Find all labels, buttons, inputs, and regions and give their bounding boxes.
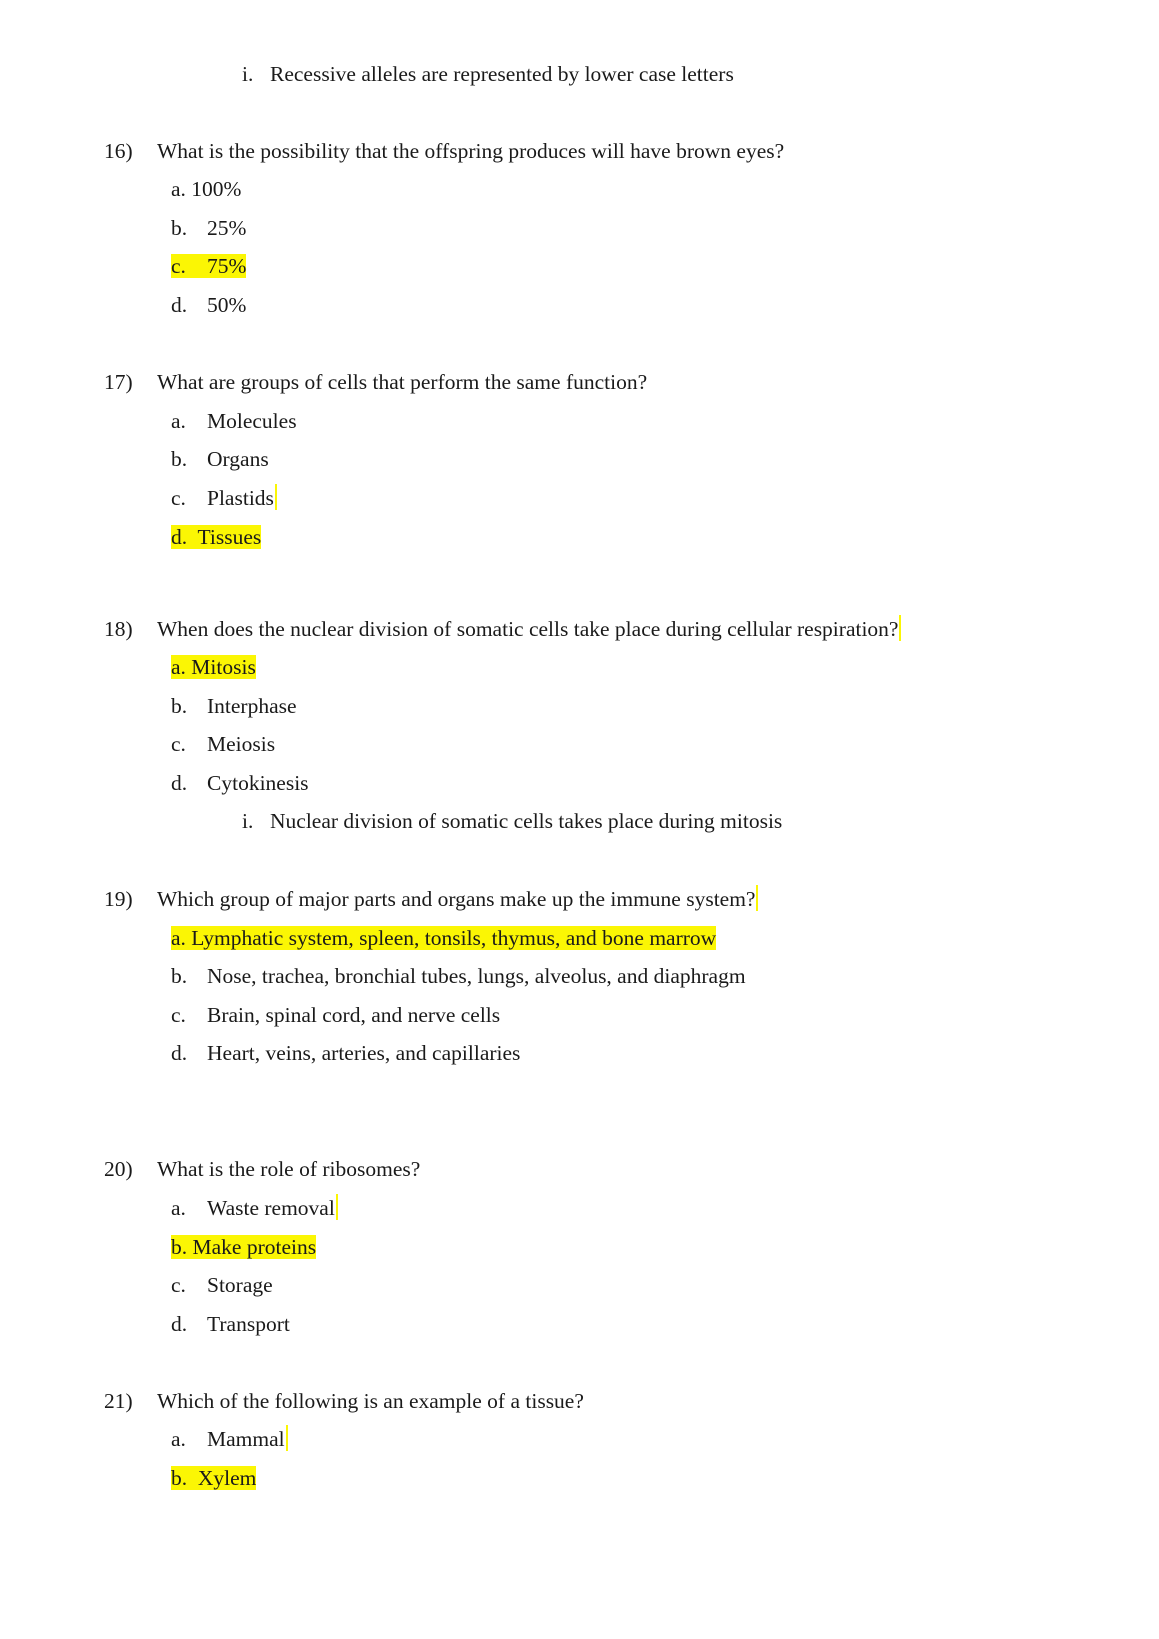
option-letter: b. [171,447,188,471]
option-text: Meiosis [207,732,276,756]
question-text-content: When does the nuclear division of somatic cells take place during cellular respiration? [157,617,899,641]
option-c [171,1271,273,1299]
highlight-mark [899,615,901,641]
question-number: 16) [104,139,133,163]
option-text: Molecules [207,409,297,433]
highlight-mark [336,1194,338,1220]
option-text: Cytokinesis [207,771,309,795]
option-text: 50% [207,293,247,317]
option-letter: c. [171,1003,186,1027]
option-letter: d. [171,771,188,795]
option-a-answer [171,924,716,952]
option-text: a. 100% [171,177,242,201]
highlighted-answer: d. Tissues [171,525,262,549]
option-a [171,1194,338,1222]
option-letter: c. [171,254,186,278]
option-text: Plastids [207,486,274,510]
option-a [171,407,297,435]
highlighted-answer [171,254,246,278]
option-letter: d. [171,1312,188,1336]
note-marker: i. [242,809,254,833]
option-letter: a. [171,1196,186,1220]
option-b [171,445,269,473]
option-b [171,214,246,242]
option-letter: b. [171,216,188,240]
option-text: 75% [207,254,247,278]
option-letter: a. [171,409,186,433]
question-text [157,615,901,643]
option-text: Waste removal [207,1196,335,1220]
option-text: Mammal [207,1427,285,1451]
option-text: 25% [207,216,247,240]
question-number: 17) [104,370,133,394]
note-text: Nuclear division of somatic cells takes place during mitosis [270,809,783,833]
question-text-content: Which group of major parts and organs make up the immune system? [157,887,756,911]
question-text: Which of the following is an example of a tissue? [157,1389,584,1413]
question-text [157,885,758,913]
option-letter: c. [171,1273,186,1297]
option-text: Storage [207,1273,273,1297]
question-text: What are groups of cells that perform the same function? [157,370,648,394]
option-text: Heart, veins, arteries, and capillaries [207,1041,521,1065]
question-number: 18) [104,617,133,641]
note-line [242,807,782,835]
option-letter: d. [171,1041,188,1065]
question-text: What is the role of ribosomes? [157,1157,421,1181]
question-number: 20) [104,1157,133,1181]
option-d-answer [171,523,261,551]
option-c [171,484,277,512]
option-d [171,291,246,319]
option-b-answer [171,1233,316,1261]
option-a [171,175,241,203]
option-c-answer [171,252,246,280]
option-a-answer [171,653,256,681]
highlighted-answer: b. Xylem [171,1466,257,1490]
option-letter: a. [171,1427,186,1451]
question-text: What is the possibility that the offspring produces will have brown eyes? [157,139,785,163]
highlighted-answer: a. Lymphatic system, spleen, tonsils, thymus, and bone marrow [171,926,717,950]
highlight-mark [756,885,758,911]
option-a [171,1425,288,1453]
note-text: Recessive alleles are represented by lower case letters [270,62,734,86]
option-text: Interphase [207,694,297,718]
option-text: Organs [207,447,269,471]
option-b-answer [171,1464,256,1492]
option-c [171,730,275,758]
option-text: Transport [207,1312,290,1336]
option-b [171,962,746,990]
highlighted-answer: b. Make proteins [171,1235,317,1259]
option-text: Brain, spinal cord, and nerve cells [207,1003,501,1027]
option-letter: b. [171,694,188,718]
question-number: 19) [104,887,133,911]
option-letter: b. [171,964,188,988]
question-number: 21) [104,1389,133,1413]
highlight-mark [286,1425,288,1451]
option-d [171,1310,290,1338]
option-letter: c. [171,732,186,756]
option-d [171,769,309,797]
highlighted-answer: a. Mitosis [171,655,256,679]
option-b [171,692,297,720]
option-d [171,1039,520,1067]
option-text: Nose, trachea, bronchial tubes, lungs, alveolus, and diaphragm [207,964,746,988]
note-marker: i. [242,62,254,86]
option-letter: d. [171,293,188,317]
option-letter: c. [171,486,186,510]
note-line [242,60,734,88]
option-c [171,1001,500,1029]
highlight-mark [275,484,277,510]
